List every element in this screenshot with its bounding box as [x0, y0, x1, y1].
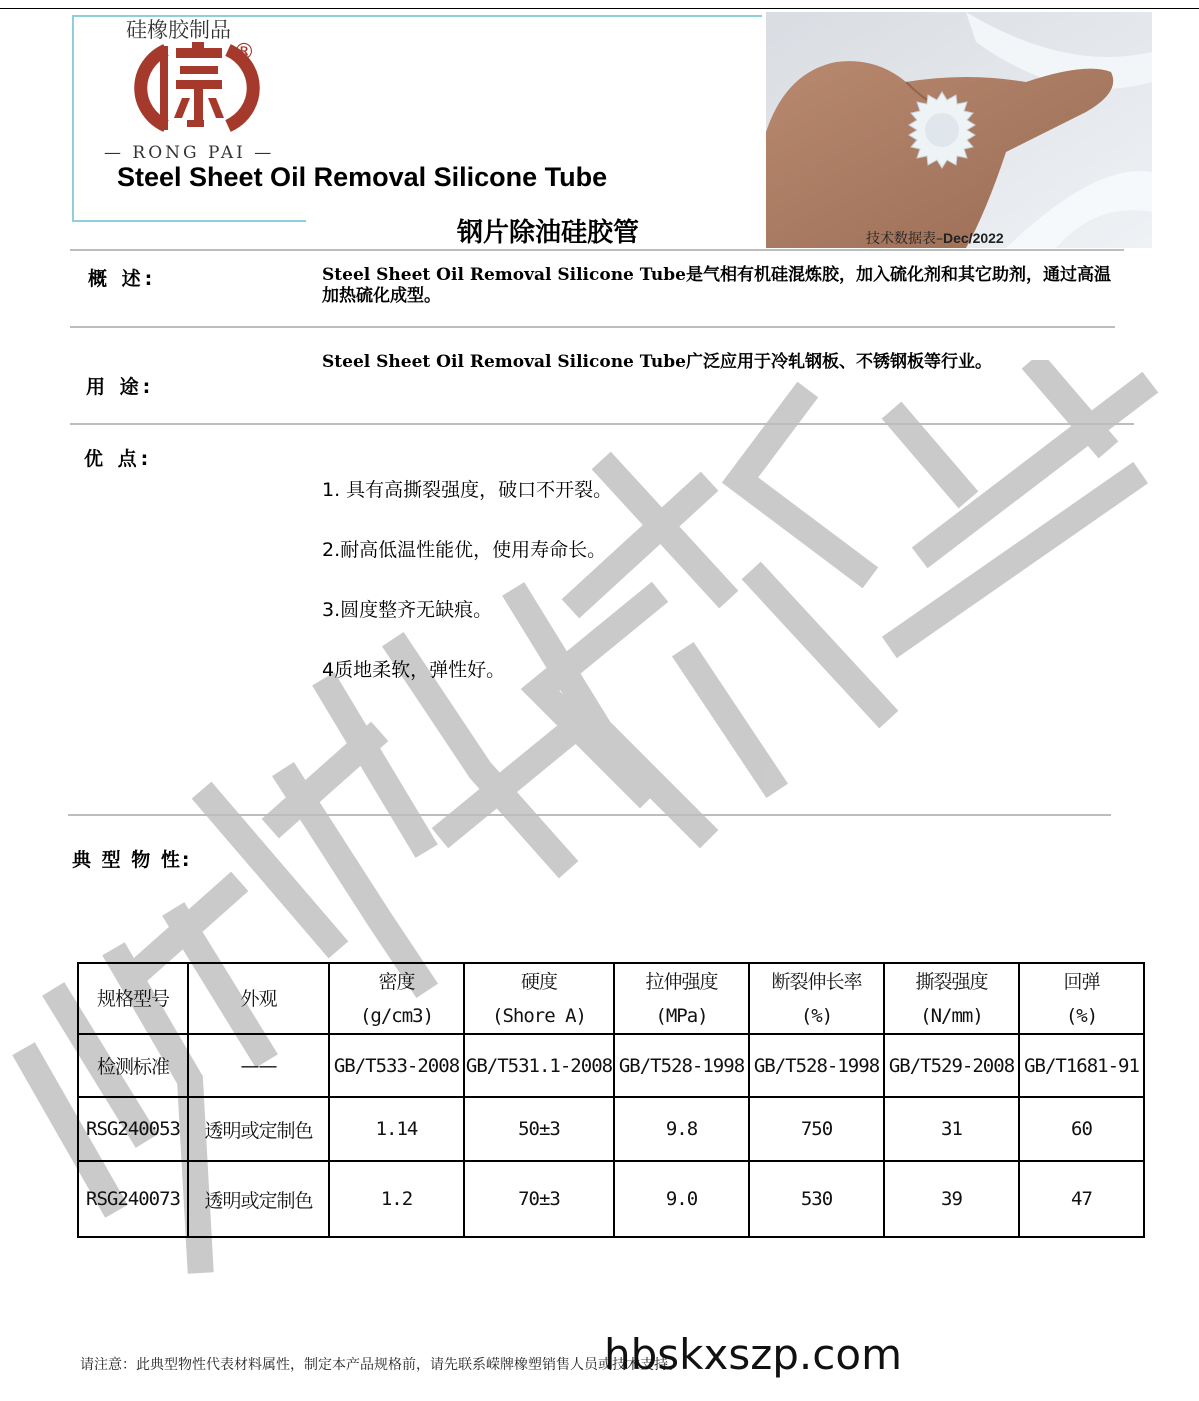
header-cell: 规格型号 [78, 963, 188, 1034]
table-cell: 47 [1019, 1161, 1144, 1237]
section-divider [70, 326, 1115, 328]
table-header-row [78, 963, 1144, 1034]
top-rule [0, 8, 1199, 9]
advantage-item: 4质地柔软，弹性好。 [322, 659, 506, 681]
table-cell: GB/T531.1-2008 [464, 1034, 614, 1097]
table-cell: GB/T1681-91 [1019, 1034, 1144, 1097]
table-cell: 透明或定制色 [188, 1161, 329, 1237]
header-cell: 断裂伸长率 (%) [749, 963, 884, 1034]
header-cell: 外观 [188, 963, 329, 1034]
table-cell: 39 [884, 1161, 1019, 1237]
table-cell: GB/T528-1998 [614, 1034, 749, 1097]
section-divider [70, 423, 1134, 425]
table-cell: 9.0 [614, 1161, 749, 1237]
logo-wordmark: — RONG PAI — [104, 143, 275, 163]
advantage-item: 2.耐高低温性能优，使用寿命长。 [322, 539, 607, 561]
header-cell: 回弹 (%) [1019, 963, 1144, 1034]
overview-label: 概 述: [88, 268, 157, 290]
table-cell: GB/T529-2008 [884, 1034, 1019, 1097]
brand-caption: 硅橡胶制品 [126, 18, 231, 42]
footer-note: 请注意：此典型物性代表材料属性，制定本产品规格前，请先联系嵘牌橡塑销售人员或技术支持。 [80, 1357, 682, 1373]
overview-text: Steel Sheet Oil Removal Silicone Tube是气相有机硅混炼胶，加入硫化剂和其它助剂，通过高温加热硫化成型。 [322, 265, 1111, 306]
website-watermark: hbskxszp.com [604, 1330, 902, 1379]
usage-label: 用 途: [86, 376, 155, 398]
advantage-item: 3.圆度整齐无缺痕。 [322, 599, 493, 621]
properties-table [77, 962, 1145, 1238]
datasheet-caption: 技术数据表–Dec/2022 [866, 230, 1004, 247]
product-photo [766, 12, 1152, 248]
table-cell: 530 [749, 1161, 884, 1237]
table-cell: —— [188, 1034, 329, 1097]
advantage-item: 1. 具有高撕裂强度，破口不开裂。 [322, 479, 613, 501]
usage-text: Steel Sheet Oil Removal Silicone Tube广泛应用于冷轧钢板、不锈钢板等行业。 [322, 352, 992, 372]
table-cell: RSG240053 [78, 1097, 188, 1161]
table-cell: 检测标准 [78, 1034, 188, 1097]
properties-label: 典 型 物 性: [72, 849, 192, 871]
product-title-cn: 钢片除油硅胶管 [457, 218, 640, 248]
table-cell: GB/T533-2008 [329, 1034, 464, 1097]
table-cell: 1.14 [329, 1097, 464, 1161]
table-cell: 60 [1019, 1097, 1144, 1161]
table-row [78, 1161, 1144, 1237]
table-cell: 31 [884, 1097, 1019, 1161]
header-cell: 撕裂强度 (N/mm) [884, 963, 1019, 1034]
table-cell: 70±3 [464, 1161, 614, 1237]
table-cell: GB/T528-1998 [749, 1034, 884, 1097]
table-cell: 50±3 [464, 1097, 614, 1161]
registered-mark: ® [233, 40, 255, 65]
section-divider [70, 249, 1124, 251]
header-cell: 拉伸强度 (MPa) [614, 963, 749, 1034]
table-cell: 9.8 [614, 1097, 749, 1161]
header-frame-left [72, 15, 74, 222]
header-cell: 密度 (g/cm3) [329, 963, 464, 1034]
table-cell: 透明或定制色 [188, 1097, 329, 1161]
header-cell: 硬度 (Shore A) [464, 963, 614, 1034]
product-title-en: Steel Sheet Oil Removal Silicone Tube [117, 162, 608, 192]
table-row [78, 1097, 1144, 1161]
table-row-standards [78, 1034, 1144, 1097]
advantages-label: 优 点: [84, 448, 153, 470]
section-divider [68, 814, 1111, 816]
header-frame-bottom [72, 220, 306, 222]
table-cell: 750 [749, 1097, 884, 1161]
table-cell: 1.2 [329, 1161, 464, 1237]
table-cell: RSG240073 [78, 1161, 188, 1237]
